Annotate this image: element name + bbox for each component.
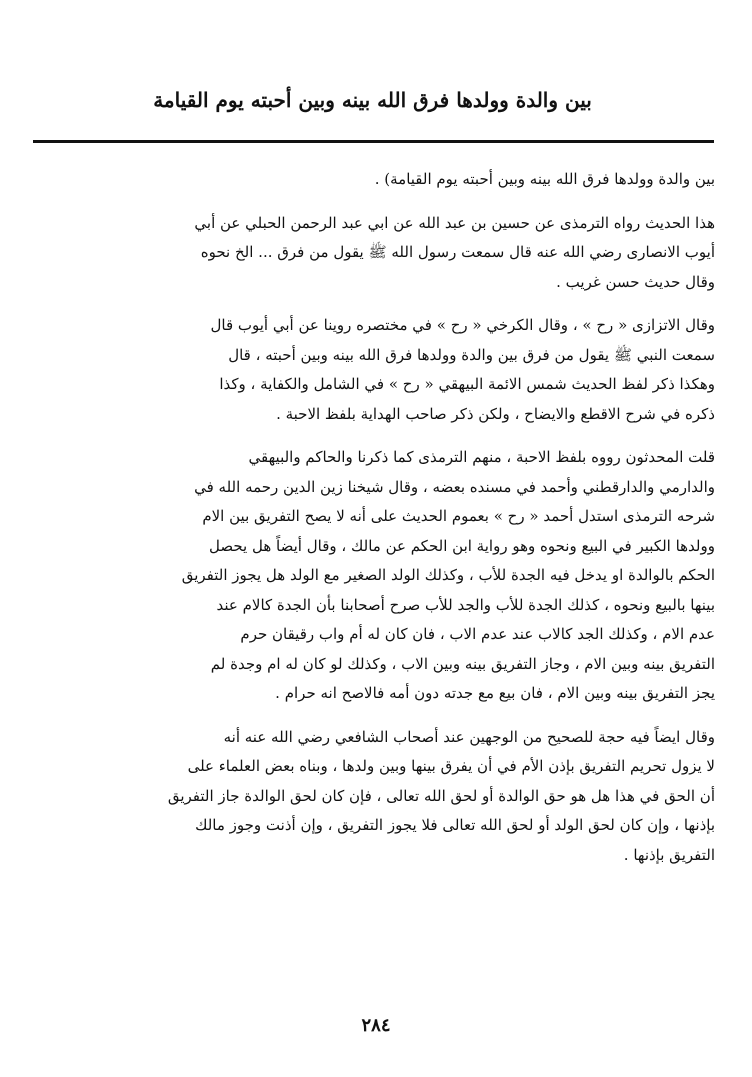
text-line: سمعت النبي ﷺ يقول من فرق بين والدة وولدها فرق الله بينه وبين أحبته ، قال (228, 345, 715, 364)
text-line: التفريق بينه وبين الام ، وجاز التفريق بينه وبين الاب ، وكذلك لو كان له ام وجدة لم (210, 654, 715, 673)
text-line: لا يزول تحريم التفريق بإذن الأم في أن يفرق بينها وبين ولدها ، وبناه بعض العلماء على (187, 757, 715, 775)
text-line: عدم الام ، وكذلك الجد كالاب عند عدم الاب ، فان كان له أم واب رقيقان حرم (240, 625, 715, 643)
paragraph (60, 209, 715, 298)
text-line: بإذنها ، وإن كان لحق الولد أو لحق الله تعالى فلا يجوز التفريق ، وإن أذنت وجوز مالك (195, 816, 715, 834)
text-line: والدارمي والدارقطني وأحمد في مسنده بعضه ، وقال شيخنا زين الدين رحمه الله في (194, 477, 715, 496)
running-header: بين والدة وولدها فرق الله بينه وبين أحبته يوم القيامة (153, 88, 592, 112)
text-line: يجز التفريق بينه وبين الام ، فان بيع مع جدته دون أمه فالاصح انه حرام . (275, 684, 715, 702)
paragraph (60, 443, 715, 709)
paragraph (60, 165, 715, 195)
paragraph (60, 723, 715, 871)
text-line: شرحه الترمذى استدل أحمد « رح » بعموم الحديث على أنه لا يصح التفريق بين الام (202, 507, 715, 525)
text-line: وهكذا ذكر لفظ الحديث شمس الائمة البيهقي « رح » في الشامل والكفاية ، وكذا (219, 375, 715, 393)
text-line: وقال حديث حسن غريب . (556, 272, 715, 291)
text-line: قلت المحدثون رووه بلفظ الاحبة ، منهم الترمذى كما ذكرنا والحاكم والبيهقي (248, 448, 715, 466)
page-number: ٢٨٤ (361, 1015, 391, 1036)
text-line: بين والدة وولدها فرق الله بينه وبين أحبته يوم القيامة) . (374, 170, 715, 188)
body-text (60, 165, 715, 870)
text-line: أن الحق في هذا هل هو حق الوالدة أو لحق الله تعالى ، فإن كان لحق الوالدة جاز التفريق (167, 786, 715, 805)
text-line: وقال الاتزازى « رح » ، وقال الكرخي « رح » في مختصره روينا عن أبي أيوب قال (210, 316, 715, 334)
text-line: وقال ايضاً فيه حجة للصحيح من الوجهين عند أصحاب الشافعي رضي الله عنه أنه (223, 727, 715, 746)
paragraph (60, 311, 715, 429)
text-line: أيوب الانصارى رضي الله عنه قال سمعت رسول الله ﷺ يقول من فرق ... الخ نحوه (200, 243, 715, 261)
text-line: بينها بالبيع ونحوه ، كذلك الجدة للأب والجد للأب صرح أصحابنا بأن الجدة كالام عند (216, 595, 715, 614)
header-rule (33, 140, 714, 143)
text-line: ذكره في شرح الاقطع والايضاح ، ولكن ذكر صاحب الهداية بلفظ الاحبة . (276, 404, 715, 423)
text-line: الحكم بالوالدة او يدخل فيه الجدة للأب ، وكذلك الولد الصغير مع الولد هل يجوز التفريق (181, 566, 715, 584)
text-line: وولدها الكبير في البيع ونحوه وهو رواية ابن الحكم عن مالك ، وقال أيضاً هل يحصل (209, 536, 715, 555)
text-line: هذا الحديث رواه الترمذى عن حسين بن عبد الله عن ابي عبد الرحمن الحبلي عن أبي (194, 213, 715, 232)
text-line: التفريق بإذنها . (623, 845, 715, 864)
